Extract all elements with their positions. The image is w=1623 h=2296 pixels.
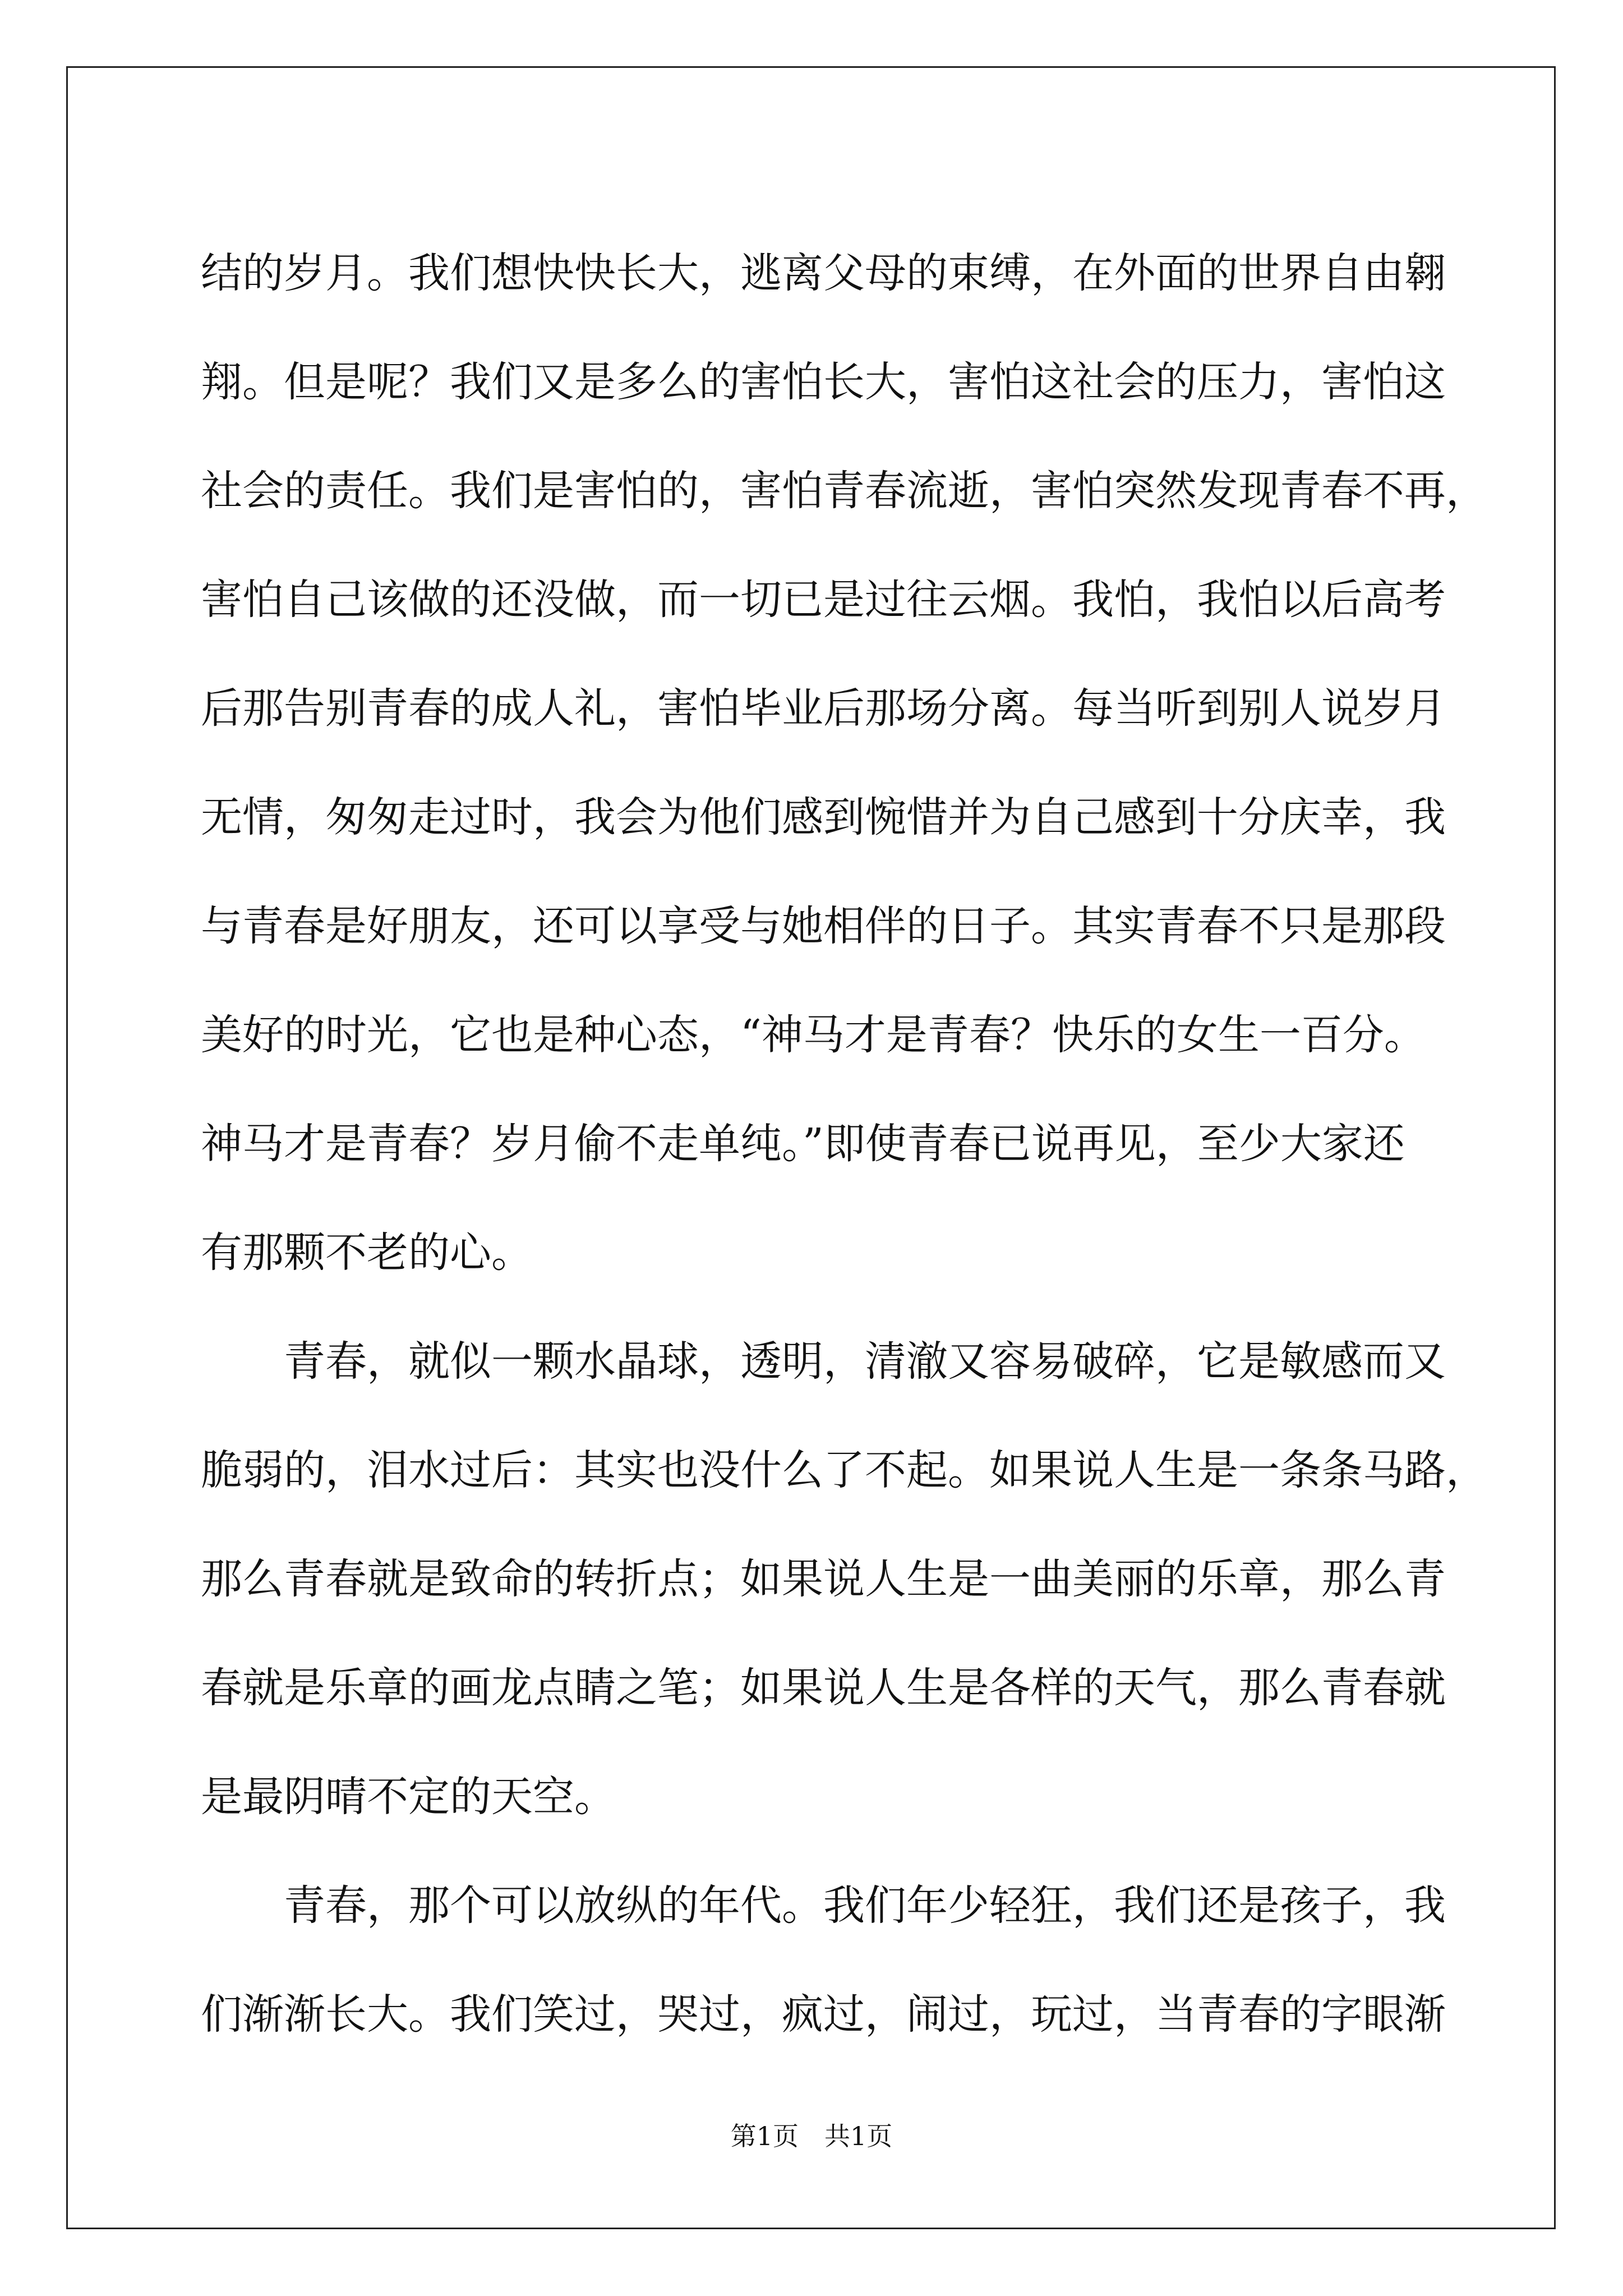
- text-line: 害怕自己该做的还没做，而一切已是过往云烟。我怕，我怕以后高考: [201, 576, 1446, 624]
- text-line: 青春，那个可以放纵的年代。我们年少轻狂，我们还是孩子，我: [284, 1881, 1446, 1930]
- text-line: 与青春是好朋友，还可以享受与她相伴的日子。其实青春不只是那段: [201, 902, 1446, 950]
- text-line: 翔。但是呢？我们又是多么的害怕长大，害怕这社会的压力，害怕这: [201, 358, 1446, 406]
- text-line: 脆弱的，泪水过后：其实也没什么了不起。如果说人生是一条条马路，: [201, 1446, 1487, 1494]
- text-line: 无情，匆匆走过时，我会为他们感到惋惜并为自己感到十分庆幸，我: [201, 793, 1446, 841]
- text-line: 春就是乐章的画龙点睛之笔；如果说人生是各样的天气，那么青春就: [201, 1664, 1446, 1712]
- page-footer: 第1页 共1页: [730, 2121, 893, 2151]
- text-line: 有那颗不老的心。: [201, 1228, 533, 1277]
- text-line: 是最阴晴不定的天空。: [201, 1773, 616, 1821]
- text-line: 社会的责任。我们是害怕的，害怕青春流逝，害怕突然发现青春不再，: [201, 467, 1487, 515]
- document-body: [201, 219, 1487, 2069]
- text-line: 那么青春就是致命的转折点；如果说人生是一曲美丽的乐章，那么青: [201, 1555, 1446, 1603]
- text-line: 神马才是青春？岁月偷不走单纯。”即使青春已说再见，至少大家还: [201, 1120, 1405, 1168]
- text-line: 结的岁月。我们想快快长大，逃离父母的束缚，在外面的世界自由翱: [201, 249, 1446, 297]
- text-line: 青春，就似一颗水晶球，透明，清澈又容易破碎，它是敏感而又: [284, 1337, 1446, 1386]
- text-line: 美好的时光，它也是种心态，“神马才是青春？快乐的女生一百分。: [201, 1011, 1426, 1059]
- text-line: 后那告别青春的成人礼，害怕毕业后那场分离。每当听到别人说岁月: [201, 684, 1446, 733]
- text-line: 们渐渐长大。我们笑过，哭过，疯过，闹过，玩过，当青春的字眼渐: [201, 1990, 1446, 2039]
